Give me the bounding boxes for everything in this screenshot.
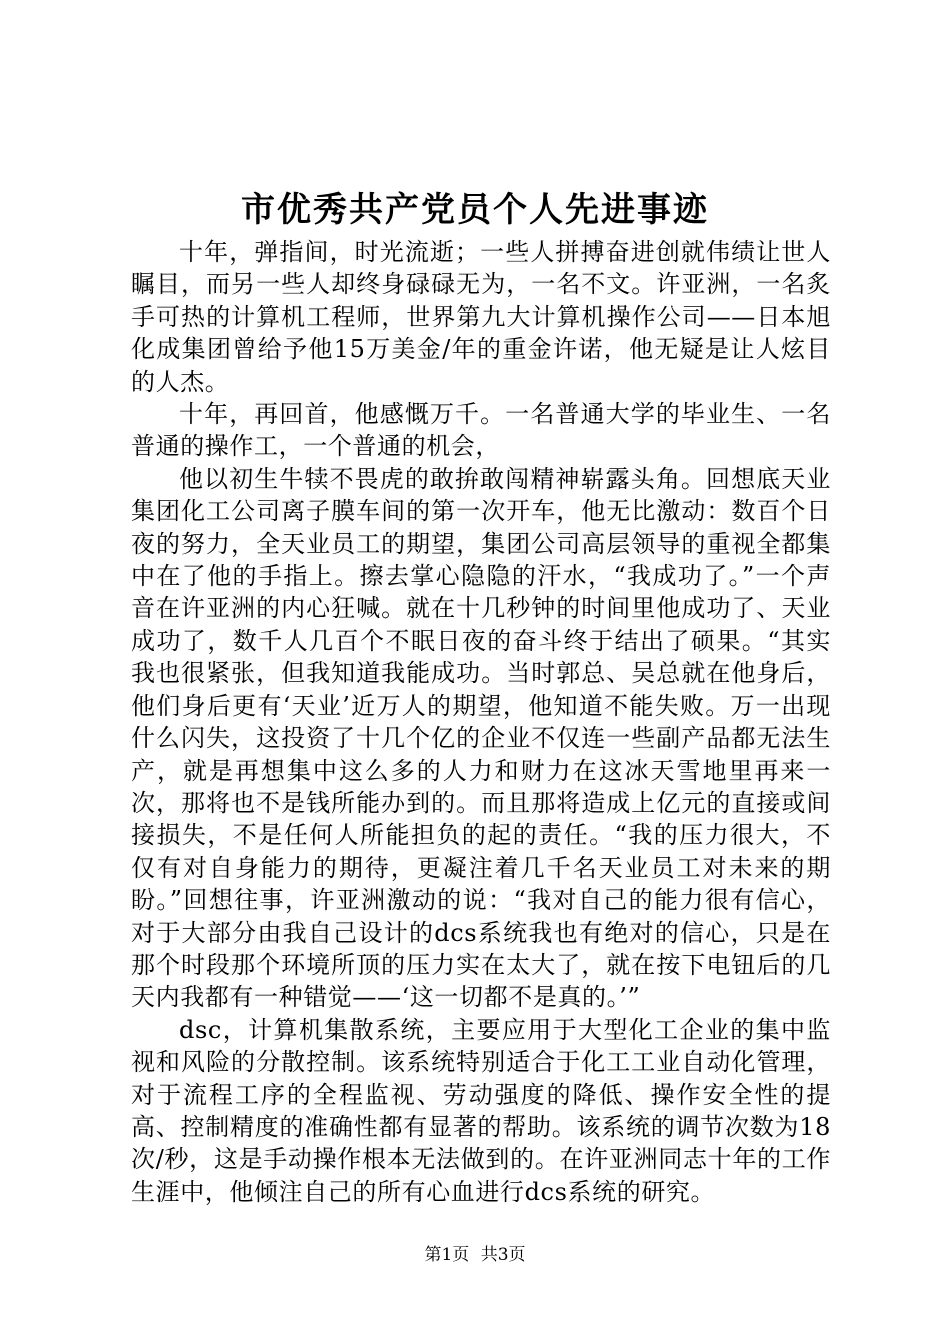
paragraph-2: 十年，再回首，他感慨万千。一名普通大学的毕业生、一名普通的操作工，一个普通的机会， [131,400,831,461]
page-footer [0,1244,950,1266]
paragraph-3: 他以初生牛犊不畏虎的敢拚敢闯精神崭露头角。回想底天业集团化工公司离子膜车间的第一次开车，他无比激动：数百个日夜的努力，全天业员工的期望，集团公司高层领导的重视全都集中在了他的手指上。擦去掌心隐隐的汗水，“我成功了。”一个声音在许亚洲的内心狂喊。就在十几秒钟的时间里他成功了、天业成功了，数千人几百个不眠日夜的奋斗终于结出了硕果。“其实我也很紧张，但我知道我能成功。当时郭总、吴总就在他身后，他们身后更有‘天业’近万人的期望，他知道不能失败。万一出现什么闪失，这投资了十几个亿的企业不仅连一些副产品都无法生产，就是再想集中这么多的人力和财力在这冰天雪地里再来一次，那将也不是钱所能办到的。而且那将造成上亿元的直接或间接损失，不是任何人所能担负的起的责任。“我的压力很大，不仅有对自身能力的期待，更凝注着几千名天业员工对未来的期盼。”回想往事，许亚洲激动的说：“我对自己的能力很有信心，对于大部分由我自己设计的dcs系统我也有绝对的信心，只是在那个时段那个环境所顶的压力实在太大了，就在按下电钮后的几天内我都有一种错觉——‘这一切都不是真的。’” [131,464,831,1012]
document-body [131,236,831,1208]
paragraph-4: dsc，计算机集散系统，主要应用于大型化工企业的集中监视和风险的分散控制。该系统特别适合于化工工业自动化管理，对于流程工序的全程监视、劳动强度的降低、操作安全性的提高、控制精度的准确性都有显著的帮助。该系统的调节次数为18次/秒，这是手动操作根本无法做到的。在许亚洲同志十年的工作生涯中，他倾注自己的所有心血进行dcs系统的研究。 [131,1015,831,1206]
document-title: 市优秀共产党员个人先进事迹 [241,190,709,230]
page-number-current: 第1页 [424,1245,470,1265]
page-number-total: 共3页 [480,1245,526,1265]
paragraph-1: 十年，弹指间，时光流逝；一些人拼搏奋进创就伟绩让世人瞩目，而另一些人却终身碌碌无为，一名不文。许亚洲，一名炙手可热的计算机工程师，世界第九大计算机操作公司——日本旭化成集团曾给予他15万美金/年的重金许诺，他无疑是让人炫目的人杰。 [131,238,831,396]
